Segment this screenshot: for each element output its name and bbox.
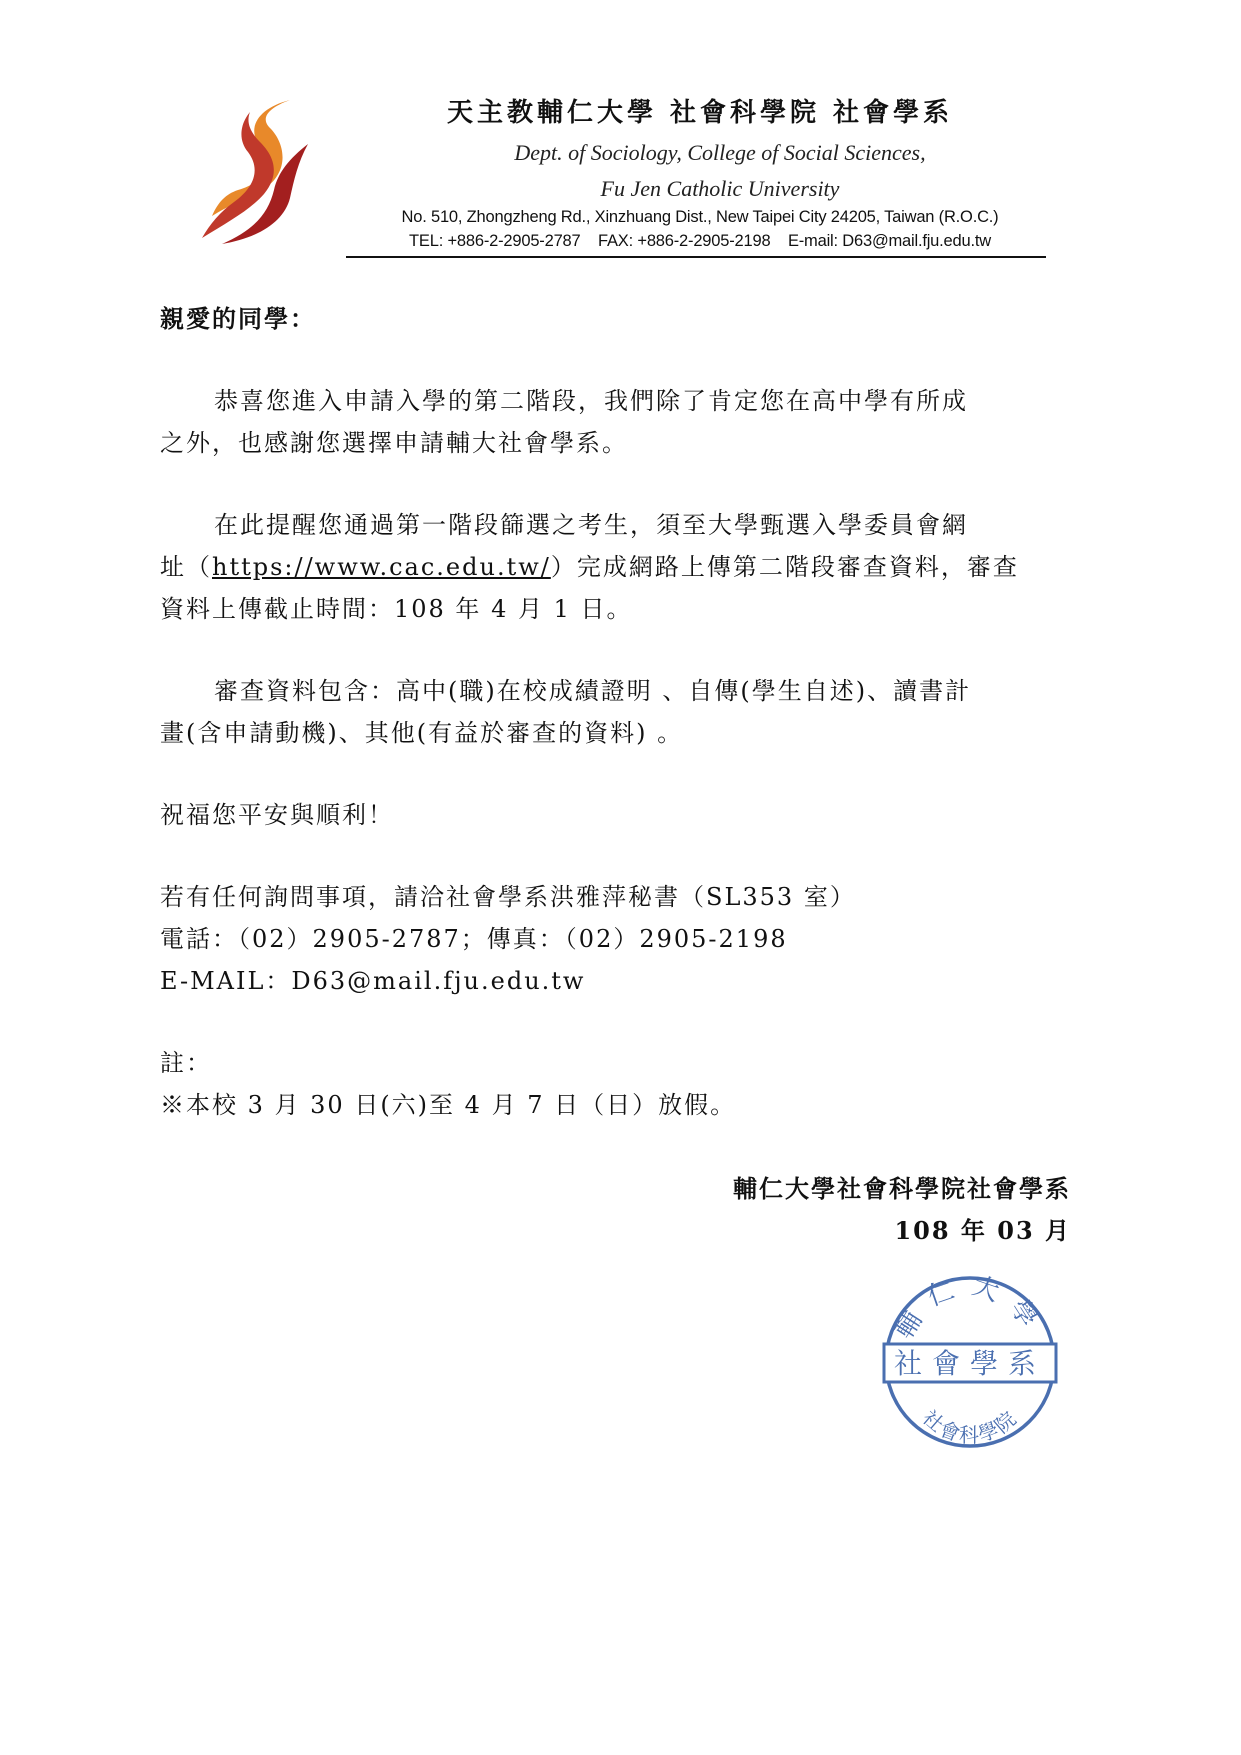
salutation: 親愛的同學： [160, 304, 316, 333]
para2-line1: 在此提醒您通過第一階段篩選之考生，須至大學甄選入學委員會網 [214, 511, 968, 539]
header-divider [346, 256, 1046, 258]
header-dept-en: Dept. of Sociology, College of Social Sciences, [514, 140, 926, 165]
para1-line1: 恭喜您進入申請入學的第二階段，我們除了肯定您在高中學有所成 [214, 387, 968, 415]
letter-date: 108 年 03 月 [894, 1216, 1071, 1245]
para2-line2-prefix: 址（ [160, 553, 212, 581]
blessing: 祝福您平安與順利！ [160, 801, 394, 829]
seal-bottom-text: 社會科學院 [917, 1405, 1023, 1447]
header-university-en: Fu Jen Catholic University [600, 176, 840, 201]
header-contact: TEL: +886-2-2905-2787 FAX: +886-2-2905-2198 E-mail: D63@mail.fju.edu.tw [409, 232, 991, 250]
contact-email: E-MAIL：D63@mail.fju.edu.tw [160, 967, 586, 995]
department-seal-stamp [880, 1270, 1060, 1450]
para1-line2: 之外，也感謝您選擇申請輔大社會學系。 [160, 429, 628, 457]
header-address: No. 510, Zhongzheng Rd., Xinzhuang Dist., New Taipei City 24205, Taiwan (R.O.C.) [401, 208, 999, 226]
university-logo-icon [198, 98, 310, 246]
para3-line2: 畫(含申請動機)、其他(有益於審查的資料) 。 [160, 719, 684, 747]
cac-website-link[interactable]: https://www.cac.edu.tw/ [212, 553, 551, 581]
note-label: 註： [160, 1049, 212, 1077]
para2-line3: 資料上傳截止時間：108 年 4 月 1 日。 [160, 595, 633, 623]
seal-top-text: 輔仁大學 [889, 1271, 1051, 1345]
signature: 輔仁大學社會科學院社會學系 [733, 1174, 1071, 1203]
seal-middle-text: 社會學系 [893, 1347, 1047, 1380]
header-title: 天主教輔仁大學 社會科學院 社會學系 [446, 98, 954, 128]
para2-line2 [160, 546, 1019, 588]
para3-line1: 審查資料包含：高中(職)在校成績證明 、自傳(學生自述)、讀書計 [214, 677, 972, 705]
para2-line2-suffix: ）完成網路上傳第二階段審查資料，審查 [550, 553, 1019, 581]
contact-line1: 若有任何詢問事項，請洽社會學系洪雅萍秘書（SL353 室） [160, 883, 856, 911]
holiday-note: ※本校 3 月 30 日(六)至 4 月 7 日（日）放假。 [160, 1091, 737, 1119]
contact-phone-fax: 電話：（02）2905-2787；傳真：（02）2905-2198 [160, 925, 788, 953]
